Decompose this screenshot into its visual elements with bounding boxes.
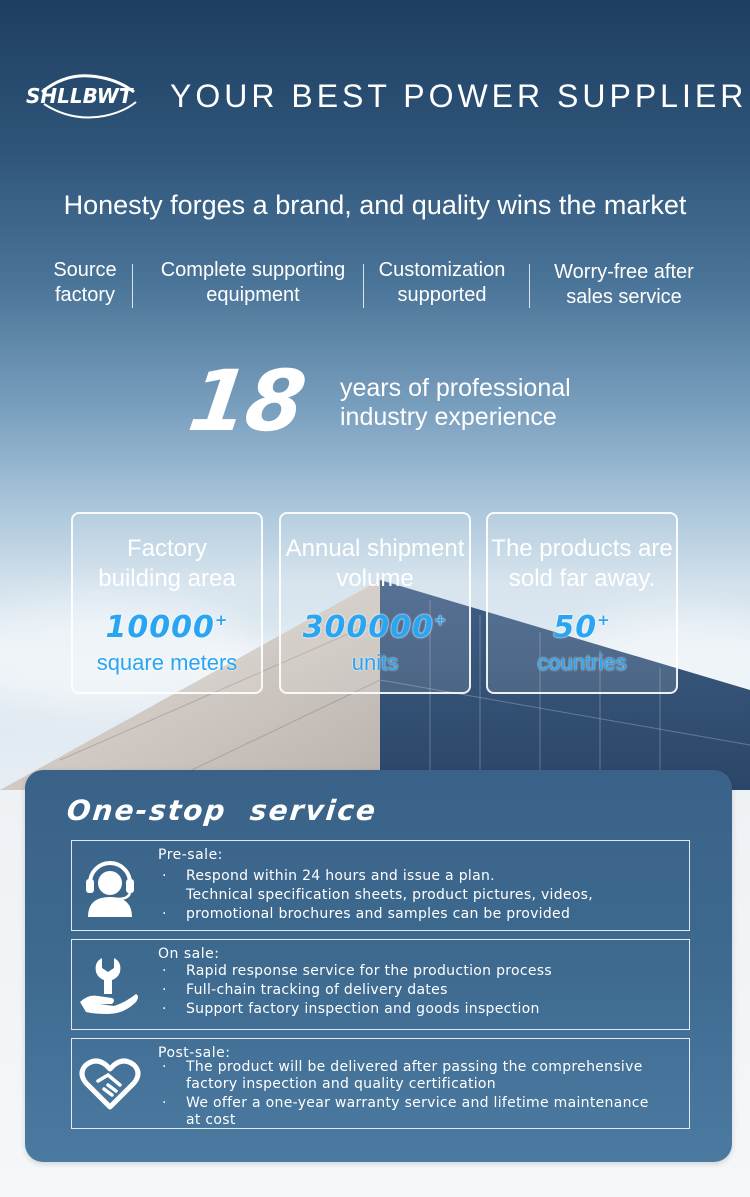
stat-card-title bbox=[488, 534, 676, 594]
service-line-text: promotional brochures and samples can be provided bbox=[186, 906, 571, 922]
stat-unit: units bbox=[351, 650, 399, 675]
stat-title-line: The products are bbox=[491, 535, 673, 562]
stat-title-line: sold far away. bbox=[508, 565, 656, 592]
service-line-text: Full-chain tracking of delivery dates bbox=[186, 982, 448, 998]
service-post-sale bbox=[71, 1038, 690, 1129]
service-line bbox=[158, 887, 593, 903]
stat-number: 300000 bbox=[302, 610, 434, 645]
stat-card-title bbox=[281, 534, 469, 594]
stat-card-factory-area bbox=[71, 512, 263, 694]
headset-support-icon bbox=[78, 853, 142, 917]
bullet: · bbox=[162, 963, 167, 979]
service-pre-sale bbox=[71, 840, 690, 931]
experience-line: years of professional bbox=[340, 374, 571, 402]
service-line-text: factory inspection and quality certification bbox=[186, 1076, 496, 1092]
feature-divider bbox=[529, 264, 530, 308]
service-heading: Pre-sale: bbox=[158, 847, 223, 863]
service-line bbox=[158, 963, 552, 979]
one-stop-service-panel bbox=[25, 770, 732, 1162]
service-heading: On sale: bbox=[158, 946, 220, 962]
service-line bbox=[158, 1112, 236, 1128]
experience-line: industry experience bbox=[340, 403, 557, 431]
stat-number: 50 bbox=[553, 610, 598, 645]
stat-suffix: + bbox=[214, 611, 229, 629]
stat-value bbox=[488, 610, 676, 645]
service-title: One-stop service bbox=[65, 794, 379, 827]
features-row bbox=[40, 258, 720, 318]
bullet: · bbox=[162, 1095, 167, 1111]
feature-line: Complete supporting bbox=[160, 259, 346, 281]
service-line-text: Rapid response service for the production process bbox=[186, 963, 552, 979]
stat-suffix: + bbox=[433, 611, 448, 629]
feature-customization bbox=[370, 258, 514, 308]
stat-card-annual-shipment bbox=[279, 512, 471, 694]
stat-suffix: + bbox=[597, 611, 611, 629]
service-line-text: at cost bbox=[186, 1112, 236, 1128]
service-line bbox=[158, 1095, 649, 1111]
stat-number: 10000 bbox=[105, 610, 215, 645]
service-line-text: Support factory inspection and goods inspection bbox=[186, 1001, 540, 1017]
stat-title-line: volume bbox=[336, 565, 414, 592]
service-line-text: We offer a one-year warranty service and lifetime maintenance bbox=[186, 1095, 649, 1111]
stat-value bbox=[73, 610, 261, 645]
feature-line: sales service bbox=[566, 286, 682, 308]
feature-line: factory bbox=[54, 284, 116, 306]
experience-text bbox=[340, 374, 571, 432]
stat-title-line: building area bbox=[98, 565, 236, 592]
bullet: · bbox=[162, 1059, 167, 1075]
hand-wrench-icon bbox=[78, 954, 142, 1018]
service-heading: Post-sale: bbox=[158, 1045, 231, 1061]
feature-divider bbox=[132, 264, 133, 308]
bullet: · bbox=[162, 868, 167, 884]
service-line bbox=[158, 906, 570, 922]
service-line bbox=[158, 1001, 540, 1017]
logo-wordmark: SHLLBWT bbox=[26, 84, 133, 108]
feature-line: equipment bbox=[206, 284, 300, 306]
service-on-sale bbox=[71, 939, 690, 1030]
bullet: · bbox=[162, 982, 167, 998]
service-line bbox=[158, 1076, 496, 1092]
feature-line: Source bbox=[53, 259, 117, 281]
stat-value bbox=[281, 610, 469, 645]
feature-line: Worry-free after bbox=[554, 261, 694, 283]
feature-supporting-equipment bbox=[146, 258, 360, 308]
stat-card-countries bbox=[486, 512, 678, 694]
stat-title-line: Factory bbox=[126, 535, 207, 562]
bullet: · bbox=[162, 1001, 167, 1017]
service-line bbox=[158, 868, 495, 884]
service-line bbox=[158, 1059, 643, 1075]
feature-source-factory bbox=[40, 258, 130, 308]
stat-unit: square meters bbox=[96, 650, 238, 675]
feature-after-sales bbox=[540, 260, 708, 310]
heart-handshake-icon bbox=[78, 1051, 142, 1115]
service-line-text: Respond within 24 hours and issue a plan. bbox=[186, 868, 495, 884]
stat-title-line: Annual shipment bbox=[285, 535, 465, 562]
service-line-text: Technical specification sheets, product pictures, videos, bbox=[186, 887, 594, 903]
service-line-text: The product will be delivered after passing the comprehensive bbox=[186, 1059, 643, 1075]
experience-years-number: 18 bbox=[183, 352, 310, 450]
brand-tagline: YOUR BEST POWER SUPPLIER bbox=[170, 78, 748, 114]
feature-line: supported bbox=[397, 284, 487, 306]
feature-line: Customization bbox=[378, 259, 506, 281]
stat-unit: countries bbox=[537, 650, 627, 675]
stat-card-title bbox=[73, 534, 261, 594]
slogan: Honesty forges a brand, and quality wins the market bbox=[63, 190, 687, 220]
feature-divider bbox=[363, 264, 364, 308]
bullet: · bbox=[162, 906, 167, 922]
service-line bbox=[158, 982, 448, 998]
